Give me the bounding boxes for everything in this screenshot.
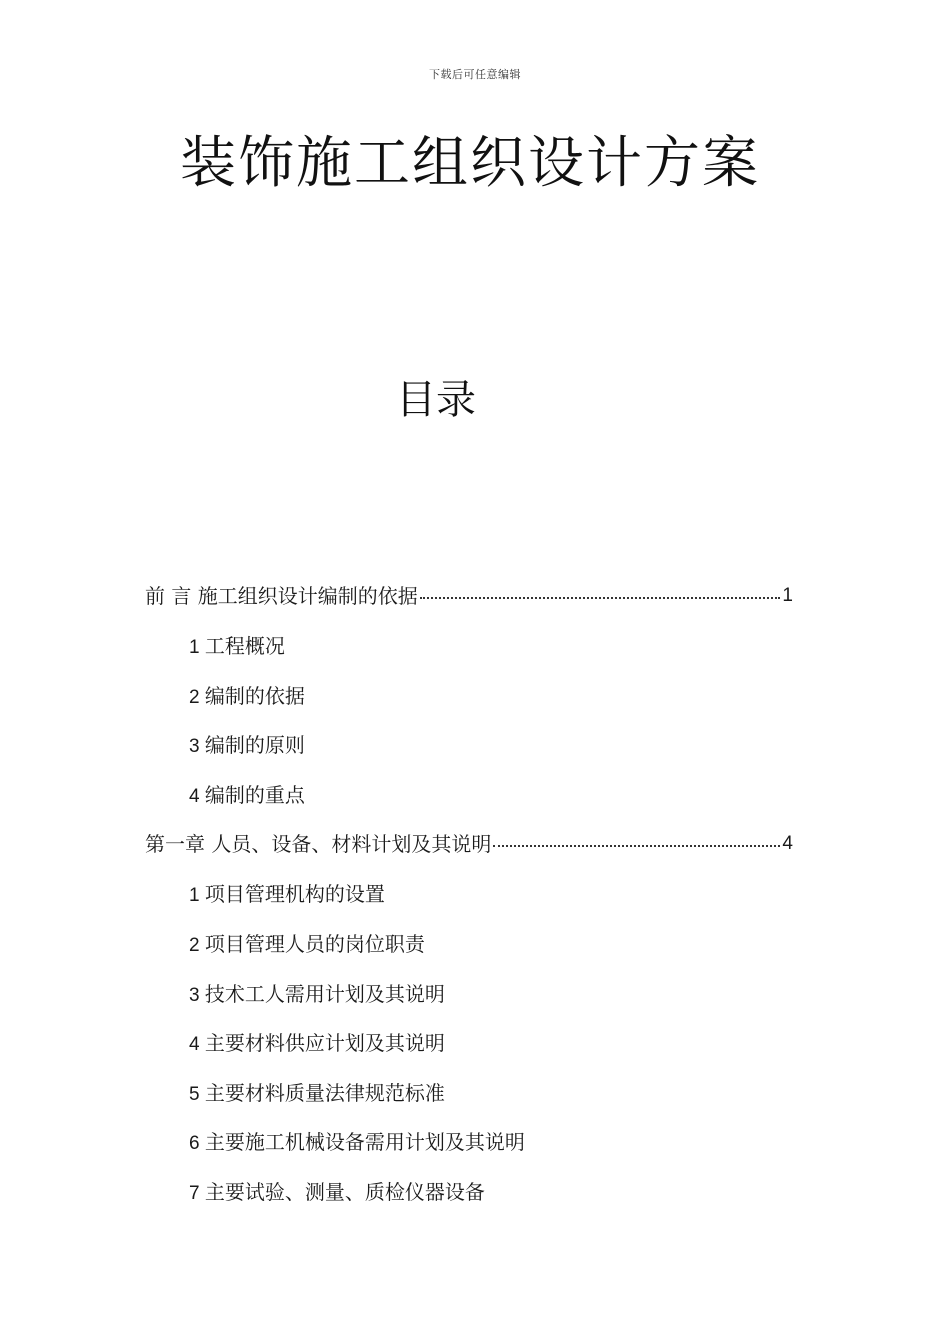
toc-section-label: 工程概况 [204,634,285,658]
toc-page-number: 4 [782,833,793,854]
toc-chapter-label: 前 言 施工组织设计编制的依据 [145,584,418,608]
toc-chapter-label: 第一章 人员、设备、材料计划及其说明 [145,832,492,856]
toc-section-label: 编制的依据 [204,684,305,708]
toc-section-number: 2 [189,687,205,708]
toc-page-number: 1 [782,585,793,606]
toc-section-label: 项目管理人员的岗位职责 [204,932,425,956]
toc-section-number: 2 [189,935,205,956]
toc-section-number: 3 [189,736,205,757]
toc-section[interactable] [189,1075,445,1111]
toc-section-number: 1 [189,637,205,658]
toc-section[interactable] [189,777,305,813]
dot-leader [420,597,781,599]
toc-section-number: 7 [189,1183,205,1204]
document-title: 装饰施工组织设计方案 [180,131,760,196]
toc-section-label: 项目管理机构的设置 [204,882,385,906]
toc-section[interactable] [189,926,425,962]
toc-section-label: 技术工人需用计划及其说明 [204,982,445,1006]
toc-section[interactable] [189,1174,485,1210]
toc-section-number: 5 [189,1084,205,1105]
header-note: 下载后可任意编辑 [429,68,521,81]
toc-section-label: 编制的原则 [204,733,305,757]
toc-chapter-preface[interactable] [145,578,793,614]
toc-section-number: 1 [189,885,205,906]
toc-section-number: 4 [189,1034,205,1055]
toc-section-label: 主要材料供应计划及其说明 [204,1031,445,1055]
toc-section-label: 主要施工机械设备需用计划及其说明 [204,1130,525,1154]
toc-heading: 目录 [396,377,476,423]
toc-section-number: 4 [189,786,205,807]
toc-section[interactable] [189,727,305,763]
toc-section[interactable] [189,976,445,1012]
toc-section-label: 主要试验、测量、质检仪器设备 [204,1180,485,1204]
toc-section[interactable] [189,1124,525,1160]
toc-section[interactable] [189,876,385,912]
toc-section-label: 编制的重点 [204,783,305,807]
toc-section[interactable] [189,678,305,714]
toc-section-number: 6 [189,1133,205,1154]
dot-leader [493,845,780,847]
toc-section[interactable] [189,628,285,664]
toc-chapter-one[interactable] [145,826,793,862]
toc-section-number: 3 [189,985,205,1006]
toc-section-label: 主要材料质量法律规范标准 [204,1081,445,1105]
toc-section[interactable] [189,1025,445,1061]
